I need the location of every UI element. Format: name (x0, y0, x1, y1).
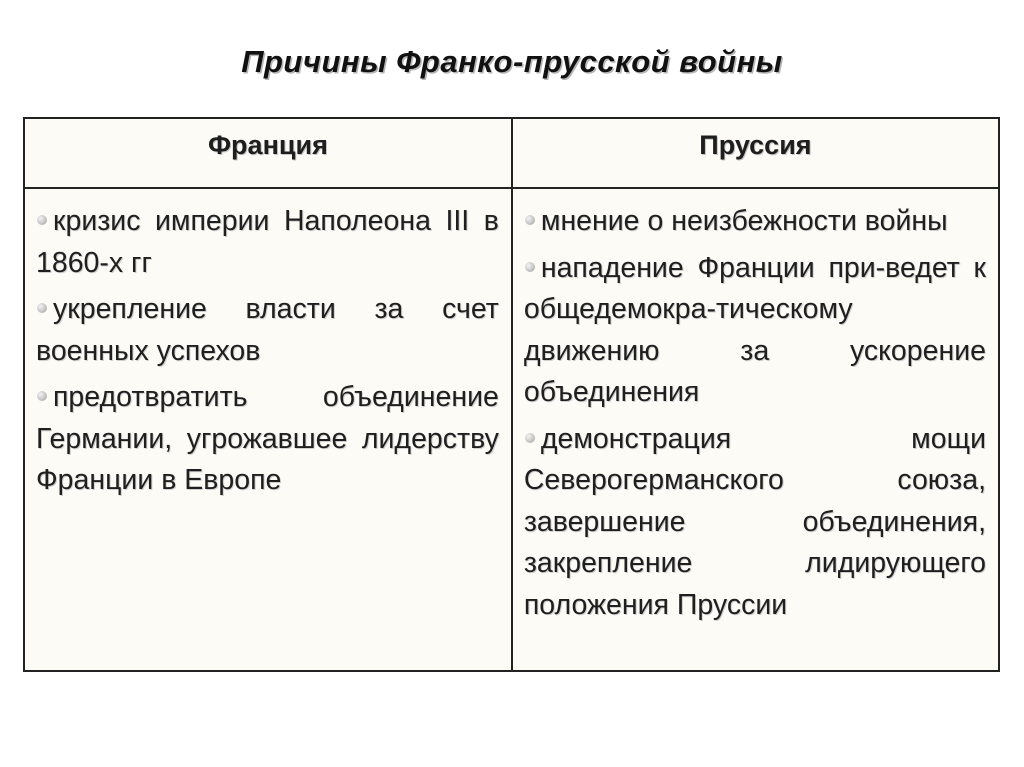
list-item (524, 201, 986, 243)
list-item (524, 248, 986, 414)
bullet-icon (37, 215, 47, 225)
column-header-prussia: Пруссия (512, 118, 999, 188)
table-header-row (24, 118, 999, 188)
slide-title: Причины Франко-прусской войны (241, 44, 783, 79)
bullet-icon (37, 303, 47, 313)
causes-table (23, 117, 1000, 672)
bullet-icon (37, 391, 47, 401)
bullet-icon (525, 262, 535, 272)
france-causes-list (36, 201, 499, 502)
bullet-icon (525, 215, 535, 225)
prussia-causes-cell (512, 188, 999, 671)
list-item (524, 419, 986, 627)
list-item (36, 289, 499, 372)
list-item-text: демонстрация мощи Северогерманского союза, завершение объединения, закрепление лидирующего положения Пруссии (523, 422, 986, 621)
list-item-text: укрепление власти за счет военных успехов (36, 293, 499, 367)
bullet-icon (525, 433, 535, 443)
table-body-row (24, 188, 999, 671)
list-item-text: нападение Франции при-ведет к общедемокра-тическому движению за ускорение объединения (523, 251, 986, 408)
list-item-text: кризис империи Наполеона III в 1860-х гг (36, 205, 499, 279)
list-item-text: предотвратить объединение Германии, угрожавшее лидерству Франции в Европе (36, 381, 499, 496)
france-causes-cell (24, 188, 512, 671)
column-header-france: Франция (24, 118, 512, 188)
list-item-text: мнение о неизбежности войны (540, 205, 948, 237)
prussia-causes-list (524, 201, 986, 626)
list-item (36, 377, 499, 502)
list-item (36, 201, 499, 284)
